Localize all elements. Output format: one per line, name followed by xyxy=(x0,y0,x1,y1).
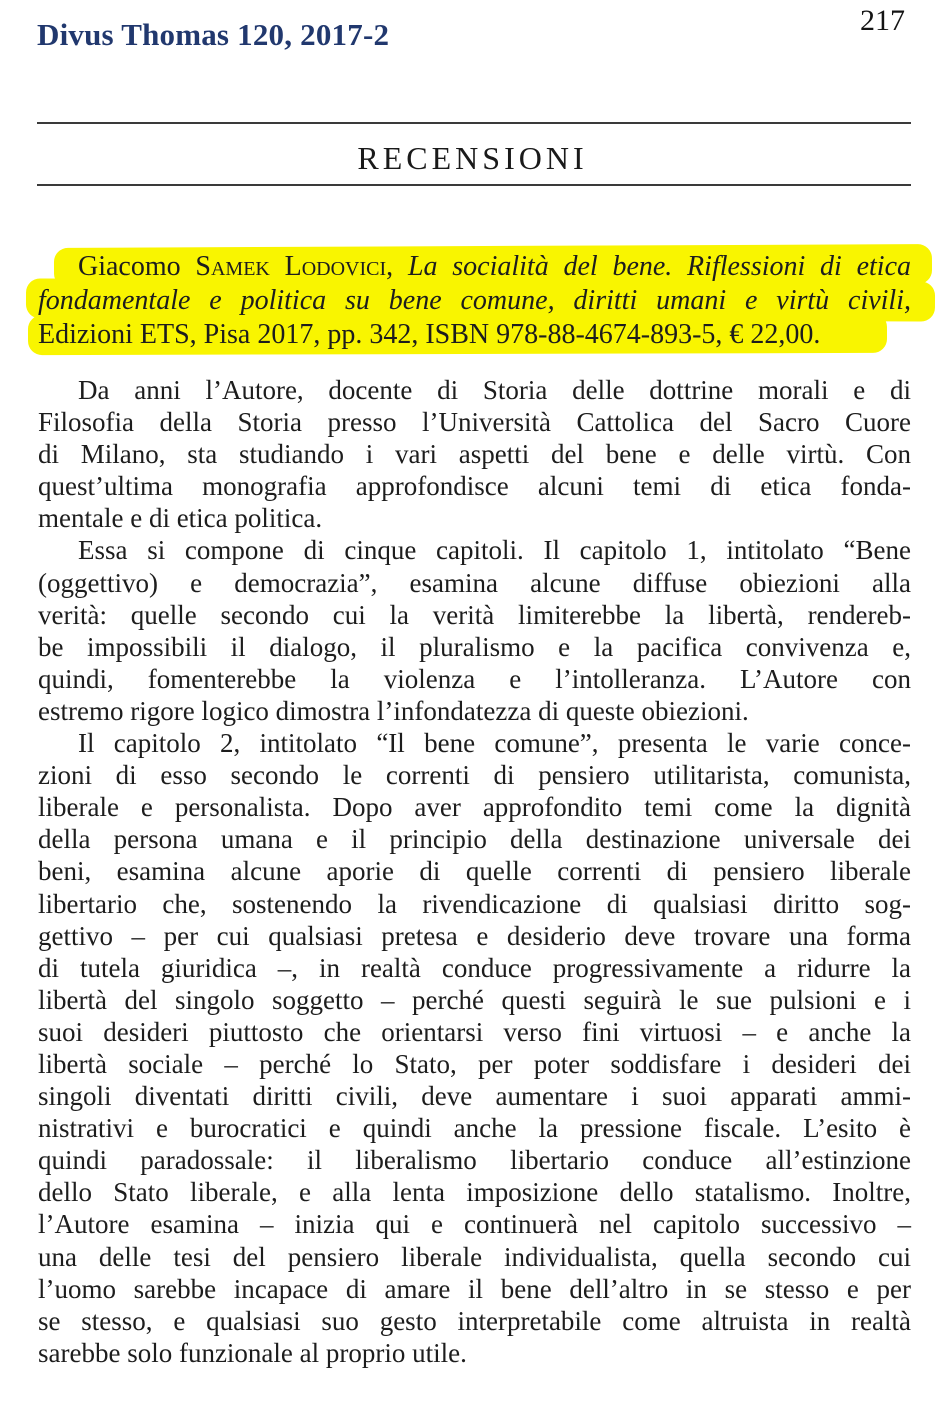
text-line: dello Stato liberale, e alla lenta imposizione dello statalismo. Inoltre, xyxy=(38,1177,911,1208)
book-title-part2: fondamentale e politica su bene comune, diritti umani e virtù civili, xyxy=(38,285,911,316)
text-line: di Milano, sta studiando i vari aspetti del bene e delle virtù. Con xyxy=(38,439,911,470)
journal-title: Divus Thomas 120, 2017-2 xyxy=(37,17,390,52)
text-line: singoli diventati diritti civili, deve aumentare i suoi apparati ammi- xyxy=(38,1081,911,1112)
text-line: be impossibili il dialogo, il pluralismo e la pacifica convivenza e, xyxy=(38,631,911,662)
citation-separator: , xyxy=(386,251,408,282)
text-line: verità: quelle secondo cui la verità limiterebbe la libertà, rendereb- xyxy=(38,599,911,630)
text-line: (oggettivo) e democrazia”, esamina alcune diffuse obiezioni alla xyxy=(38,567,911,598)
author-first-name: Giacomo xyxy=(78,251,196,282)
publisher-info: Edizioni ETS, Pisa 2017, pp. 342, ISBN 978-88-4674-893-5, € 22,00. xyxy=(38,319,821,350)
text-line: Da anni l’Autore, docente di Storia delle dottrine morali e di xyxy=(78,375,911,405)
citation-text xyxy=(78,251,911,282)
text-line: beni, esamina alcune aporie di quelle correnti di pensiero liberale xyxy=(38,856,911,887)
text-line: Essa si compone di cinque capitoli. Il capitolo 1, intitolato “Bene xyxy=(78,535,911,566)
text-line: una delle tesi del pensiero liberale individualista, quella secondo cui xyxy=(38,1241,911,1272)
book-citation xyxy=(38,250,911,352)
section-title: RECENSIONI xyxy=(357,140,588,176)
text-line: sarebbe solo funzionale al proprio utile. xyxy=(38,1337,467,1368)
citation-line xyxy=(38,318,911,352)
text-line: Il capitolo 2, intitolato “Il bene comune”, presenta le varie conce- xyxy=(78,728,911,759)
book-title-part1: La socialità del bene. Riflessioni di etica xyxy=(407,251,912,282)
citation-line xyxy=(38,284,911,318)
text-line: quindi, fomenterebbe la violenza e l’intolleranza. L’Autore con xyxy=(38,663,911,694)
text-line: libertà del singolo soggetto – perché questi seguirà le sue pulsioni e i xyxy=(38,984,911,1015)
text-line: quest’ultima monografia approfondisce alcuni temi di etica fonda- xyxy=(38,471,911,502)
text-line: Filosofia della Storia presso l’Università Cattolica del Sacro Cuore xyxy=(38,407,911,438)
text-line: l’Autore esamina – inizia qui e continuerà nel capitolo successivo – xyxy=(38,1209,911,1240)
text-line: nistrativi e burocratici e quindi anche la pressione fiscale. L’esito è xyxy=(38,1113,911,1144)
text-line: gettivo – per cui qualsiasi pretesa e desiderio deve trovare una forma xyxy=(38,920,911,951)
text-line: se stesso, e qualsiasi suo gesto interpretabile come altruista in realtà xyxy=(38,1305,911,1336)
horizontal-rule-bottom xyxy=(37,184,911,186)
author-last-name: Samek Lodovici xyxy=(195,251,387,282)
text-line: zioni di esso secondo le correnti di pensiero utilitarista, comunista, xyxy=(38,760,911,791)
text-line: mentale e di etica politica. xyxy=(38,503,323,534)
text-line: libertà sociale – perché lo Stato, per poter soddisfare i desideri dei xyxy=(38,1048,911,1079)
text-line: liberale e personalista. Dopo aver approfondito temi come la dignità xyxy=(38,792,911,823)
text-line: di tutela giuridica –, in realtà conduce progressivamente a ridurre la xyxy=(38,952,911,983)
text-line: della persona umana e il principio della destinazione universale dei xyxy=(38,824,911,855)
text-line: libertario che, sostenendo la rivendicazione di qualsiasi diritto sog- xyxy=(38,888,911,919)
page-number: 217 xyxy=(860,4,905,37)
text-line: suoi desideri piuttosto che orientarsi verso fini virtuosi – e anche la xyxy=(38,1016,911,1047)
text-line: estremo rigore logico dimostra l’infondatezza di queste obiezioni. xyxy=(38,695,749,726)
citation-line xyxy=(38,250,911,284)
horizontal-rule-top xyxy=(37,122,911,124)
text-line: l’uomo sarebbe incapace di amare il bene dell’altro in se stesso e per xyxy=(38,1273,911,1304)
text-line: quindi paradossale: il liberalismo libertario conduce all’estinzione xyxy=(38,1145,911,1176)
body-text xyxy=(38,374,911,1369)
